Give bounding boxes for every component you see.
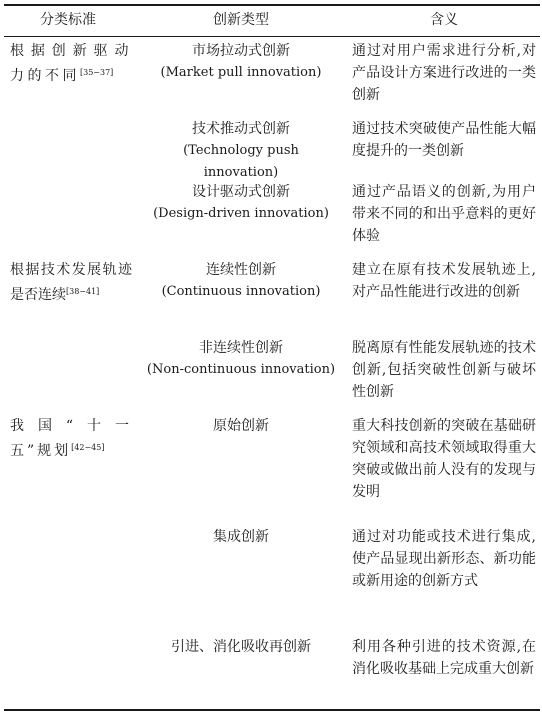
type-name-zh: 非连续性创新 [199, 340, 283, 356]
type-re-innovation [146, 636, 336, 658]
type-name-zh: 连续性创新 [206, 262, 276, 278]
group-technology-trajectory [10, 259, 132, 306]
group-title: 我国“十一五”规划 [10, 418, 132, 459]
header-classification-standard: 分类标准 [40, 12, 96, 28]
type-non-continuous [146, 337, 336, 381]
type-name-en: (Non-continuous innovation) [146, 362, 336, 377]
type-integrated [146, 526, 336, 548]
header-innovation-type: 创新类型 [213, 12, 269, 28]
type-name-en: (Market pull innovation) [160, 65, 322, 80]
type-market-pull [146, 40, 336, 84]
type-technology-push [146, 118, 336, 184]
type-name-zh: 市场拉动式创新 [192, 43, 290, 59]
group-reference: [42−45] [71, 443, 105, 452]
table-header-rule [4, 36, 540, 37]
type-name-en: (Design-driven innovation) [153, 206, 329, 221]
meaning-integrated: 通过对功能或技术进行集成,使产品显现出新形态、新功能或新用途的创新方式 [352, 529, 536, 589]
type-original [146, 415, 336, 437]
type-design-driven [146, 181, 336, 225]
meaning-non-continuous: 脱离原有性能发展轨迹的技术创新,包括突破性创新与破坏性创新 [352, 340, 536, 400]
type-name-zh: 原始创新 [213, 418, 269, 434]
type-continuous [146, 259, 336, 303]
meaning-market-pull: 通过对用户需求进行分析,对产品设计方案进行改进的一类创新 [352, 43, 536, 103]
table-bottom-rule [4, 709, 540, 711]
type-name-en: (Continuous innovation) [161, 284, 321, 299]
type-name-zh: 引进、消化吸收再创新 [171, 639, 311, 655]
group-reference: [38−41] [66, 287, 100, 296]
group-driving-force [10, 40, 132, 87]
type-name-zh: 集成创新 [213, 529, 269, 545]
group-title: 根据技术发展轨迹是否连续 [10, 262, 132, 303]
meaning-re-innovation: 利用各种引进的技术资源,在消化吸收基础上完成重大创新 [352, 639, 536, 677]
meaning-technology-push: 通过技术突破使产品性能大幅度提升的一类创新 [352, 121, 536, 159]
meaning-design-driven: 通过产品语义的创新,为用户带来不同的和出乎意料的更好体验 [352, 184, 536, 244]
header-meaning: 含义 [430, 12, 458, 28]
meaning-original: 重大科技创新的突破在基础研究领域和高技术领域取得重大突破或做出前人没有的发现与发明 [352, 418, 536, 500]
group-title: 根据创新驱动力的不同 [10, 43, 132, 84]
type-name-zh: 技术推动式创新 [192, 121, 290, 137]
type-name-zh: 设计驱动式创新 [192, 184, 290, 200]
meaning-continuous: 建立在原有技术发展轨迹上,对产品性能进行改进的创新 [352, 262, 536, 300]
group-five-year-plan [10, 415, 132, 462]
type-name-en: (Technology push innovation) [183, 143, 299, 180]
group-reference: [35−37] [80, 68, 114, 77]
